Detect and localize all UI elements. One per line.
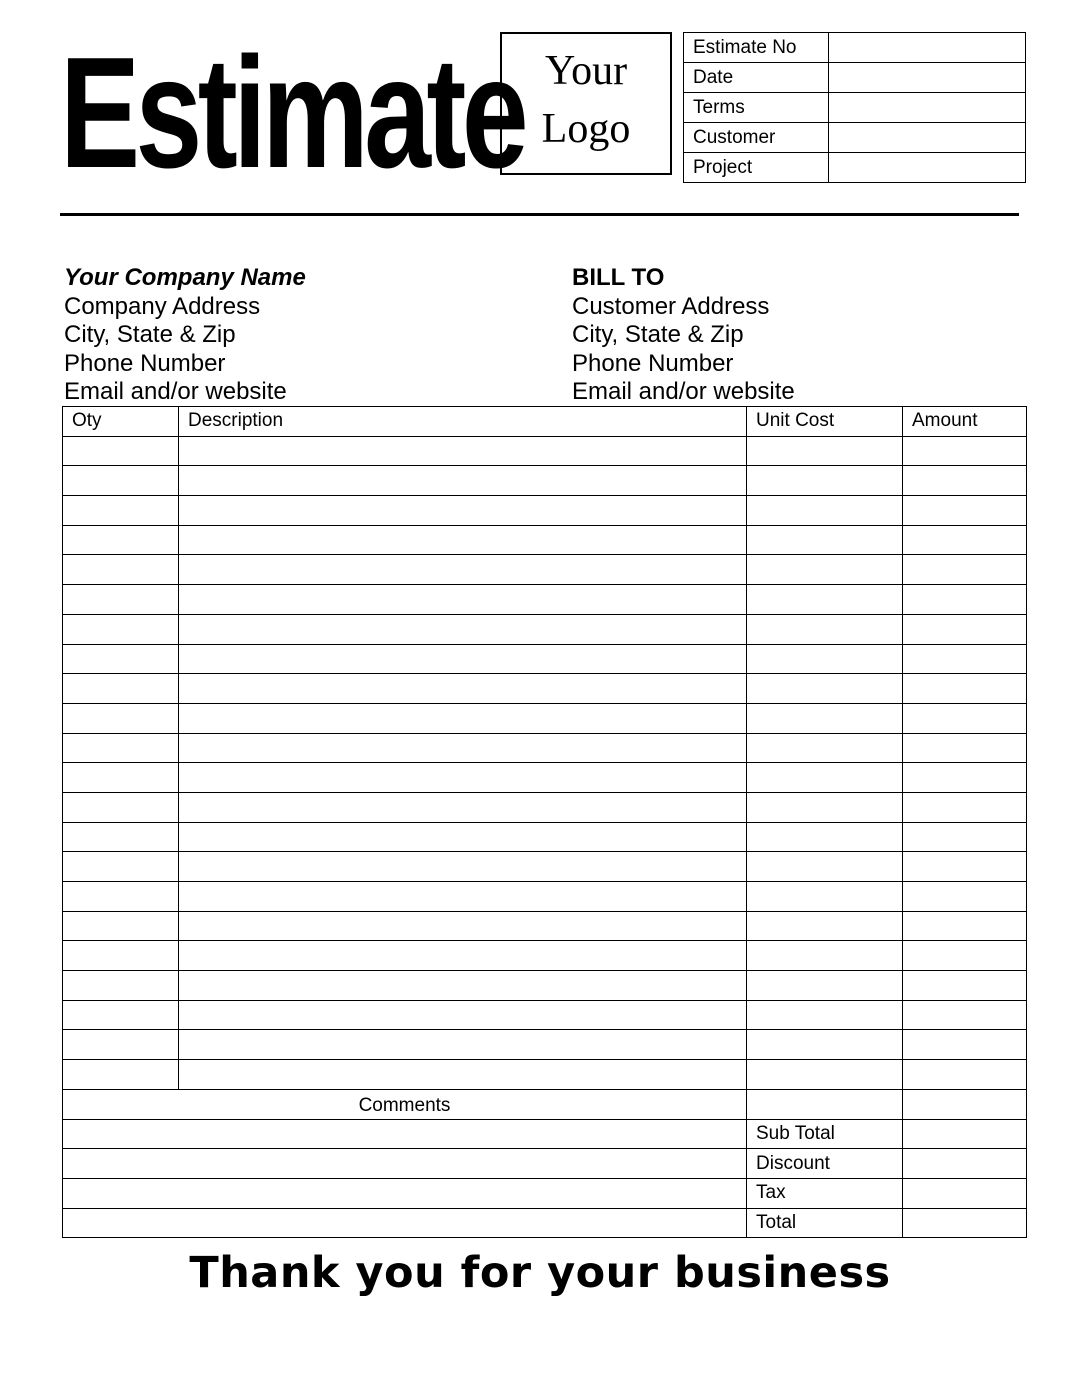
table-row xyxy=(63,674,1027,704)
item-qty-cell[interactable] xyxy=(63,525,179,555)
item-description-cell[interactable] xyxy=(179,733,747,763)
table-row xyxy=(63,1030,1027,1060)
meta-label: Date xyxy=(684,63,829,93)
estimate-meta-table xyxy=(683,32,1026,183)
company-email: Email and/or website xyxy=(64,378,287,405)
meta-row-estimate-no xyxy=(684,33,1026,63)
item-description-cell[interactable] xyxy=(179,436,747,466)
company-info xyxy=(64,264,306,407)
column-header-description: Description xyxy=(179,407,747,437)
table-row xyxy=(63,496,1027,526)
table-row xyxy=(63,614,1027,644)
customer-city: City, State & Zip xyxy=(572,321,744,348)
item-description-cell[interactable] xyxy=(179,466,747,496)
item-qty-cell[interactable] xyxy=(63,1000,179,1030)
document-title: Estimate xyxy=(60,25,525,201)
item-unit-cost-cell[interactable] xyxy=(747,1030,903,1060)
item-unit-cost-cell[interactable] xyxy=(747,763,903,793)
customer-phone: Phone Number xyxy=(572,349,734,377)
item-amount-cell[interactable] xyxy=(903,792,1027,822)
customer-email: Email and/or website xyxy=(572,378,795,405)
item-amount-cell[interactable] xyxy=(903,674,1027,704)
item-qty-cell[interactable] xyxy=(63,555,179,585)
customer-address: Customer Address xyxy=(572,292,770,320)
comments-row xyxy=(63,1089,1027,1119)
item-amount-cell[interactable] xyxy=(903,585,1027,615)
company-city: City, State & Zip xyxy=(64,321,236,348)
item-unit-cost-cell[interactable] xyxy=(747,614,903,644)
item-qty-cell[interactable] xyxy=(63,644,179,674)
bill-to-heading: BILL TO xyxy=(572,264,665,291)
table-row xyxy=(63,644,1027,674)
item-unit-cost-cell[interactable] xyxy=(747,1060,903,1090)
item-unit-cost-cell[interactable] xyxy=(747,674,903,704)
table-row xyxy=(63,585,1027,615)
subtotal-label: Sub Total xyxy=(747,1119,903,1149)
summary-blank-label xyxy=(747,1089,903,1119)
item-amount-cell[interactable] xyxy=(903,733,1027,763)
item-description-cell[interactable] xyxy=(179,971,747,1001)
table-row xyxy=(63,733,1027,763)
logo-line-1: Your xyxy=(544,48,628,94)
discount-value[interactable] xyxy=(903,1149,1027,1179)
item-description-cell[interactable] xyxy=(179,1030,747,1060)
total-row xyxy=(63,1208,1027,1238)
item-description-cell[interactable] xyxy=(179,614,747,644)
comments-line[interactable] xyxy=(63,1149,747,1179)
item-description-cell[interactable] xyxy=(179,555,747,585)
item-amount-cell[interactable] xyxy=(903,941,1027,971)
company-name: Your Company Name xyxy=(64,264,306,291)
item-qty-cell[interactable] xyxy=(63,822,179,852)
meta-label: Customer xyxy=(684,123,829,153)
item-unit-cost-cell[interactable] xyxy=(747,971,903,1001)
subtotal-row xyxy=(63,1119,1027,1149)
meta-row-date xyxy=(684,63,1026,93)
meta-label: Terms xyxy=(684,93,829,123)
company-phone: Phone Number xyxy=(64,349,226,377)
meta-value-customer[interactable] xyxy=(829,123,1026,153)
table-row xyxy=(63,555,1027,585)
table-row xyxy=(63,1060,1027,1090)
item-amount-cell[interactable] xyxy=(903,852,1027,882)
item-qty-cell[interactable] xyxy=(63,1030,179,1060)
bill-to-info xyxy=(572,264,795,407)
column-header-qty: Oty xyxy=(63,407,179,437)
item-qty-cell[interactable] xyxy=(63,585,179,615)
meta-label: Estimate No xyxy=(684,33,829,63)
item-qty-cell[interactable] xyxy=(63,466,179,496)
item-unit-cost-cell[interactable] xyxy=(747,466,903,496)
item-description-cell[interactable] xyxy=(179,822,747,852)
header-divider xyxy=(60,213,1019,216)
thank-you-footer: Thank you for your business xyxy=(189,1248,891,1298)
item-description-cell[interactable] xyxy=(179,525,747,555)
logo-line-2: Logo xyxy=(541,106,631,152)
comments-label: Comments xyxy=(63,1089,747,1119)
item-qty-cell[interactable] xyxy=(63,941,179,971)
item-description-cell[interactable] xyxy=(179,882,747,912)
item-qty-cell[interactable] xyxy=(63,733,179,763)
comments-line[interactable] xyxy=(63,1208,747,1238)
item-amount-cell[interactable] xyxy=(903,525,1027,555)
item-unit-cost-cell[interactable] xyxy=(747,585,903,615)
column-header-amount: Amount xyxy=(903,407,1027,437)
item-description-cell[interactable] xyxy=(179,674,747,704)
meta-value-terms[interactable] xyxy=(829,93,1026,123)
meta-value-project[interactable] xyxy=(829,153,1026,183)
item-qty-cell[interactable] xyxy=(63,496,179,526)
item-unit-cost-cell[interactable] xyxy=(747,733,903,763)
item-qty-cell[interactable] xyxy=(63,614,179,644)
item-qty-cell[interactable] xyxy=(63,703,179,733)
item-description-cell[interactable] xyxy=(179,911,747,941)
comments-line[interactable] xyxy=(63,1178,747,1208)
item-amount-cell[interactable] xyxy=(903,555,1027,585)
item-amount-cell[interactable] xyxy=(903,466,1027,496)
item-amount-cell[interactable] xyxy=(903,911,1027,941)
column-header-unit-cost: Unit Cost xyxy=(747,407,903,437)
item-description-cell[interactable] xyxy=(179,792,747,822)
item-qty-cell[interactable] xyxy=(63,674,179,704)
item-qty-cell[interactable] xyxy=(63,792,179,822)
item-unit-cost-cell[interactable] xyxy=(747,703,903,733)
item-amount-cell[interactable] xyxy=(903,1000,1027,1030)
item-amount-cell[interactable] xyxy=(903,1030,1027,1060)
item-unit-cost-cell[interactable] xyxy=(747,941,903,971)
meta-row-terms xyxy=(684,93,1026,123)
item-unit-cost-cell[interactable] xyxy=(747,525,903,555)
item-amount-cell[interactable] xyxy=(903,971,1027,1001)
tax-value[interactable] xyxy=(903,1178,1027,1208)
table-header-row xyxy=(63,407,1027,437)
table-row xyxy=(63,1000,1027,1030)
item-amount-cell[interactable] xyxy=(903,496,1027,526)
item-qty-cell[interactable] xyxy=(63,436,179,466)
item-description-cell[interactable] xyxy=(179,644,747,674)
meta-value-date[interactable] xyxy=(829,63,1026,93)
item-unit-cost-cell[interactable] xyxy=(747,1000,903,1030)
item-description-cell[interactable] xyxy=(179,1060,747,1090)
item-amount-cell[interactable] xyxy=(903,703,1027,733)
meta-row-project xyxy=(684,153,1026,183)
item-description-cell[interactable] xyxy=(179,1000,747,1030)
meta-label: Project xyxy=(684,153,829,183)
meta-row-customer xyxy=(684,123,1026,153)
table-row xyxy=(63,852,1027,882)
table-row xyxy=(63,792,1027,822)
item-description-cell[interactable] xyxy=(179,703,747,733)
item-description-cell[interactable] xyxy=(179,941,747,971)
subtotal-value[interactable] xyxy=(903,1119,1027,1149)
comments-line[interactable] xyxy=(63,1119,747,1149)
item-qty-cell[interactable] xyxy=(63,882,179,912)
table-row xyxy=(63,971,1027,1001)
discount-row xyxy=(63,1149,1027,1179)
item-qty-cell[interactable] xyxy=(63,852,179,882)
item-description-cell[interactable] xyxy=(179,585,747,615)
item-unit-cost-cell[interactable] xyxy=(747,436,903,466)
table-row xyxy=(63,822,1027,852)
company-address: Company Address xyxy=(64,292,261,320)
line-items-table xyxy=(62,406,1027,1238)
tax-label: Tax xyxy=(747,1178,903,1208)
discount-label: Discount xyxy=(747,1149,903,1179)
item-amount-cell[interactable] xyxy=(903,436,1027,466)
item-qty-cell[interactable] xyxy=(63,1060,179,1090)
item-unit-cost-cell[interactable] xyxy=(747,882,903,912)
table-row xyxy=(63,941,1027,971)
table-row xyxy=(63,882,1027,912)
tax-row xyxy=(63,1178,1027,1208)
item-unit-cost-cell[interactable] xyxy=(747,555,903,585)
item-unit-cost-cell[interactable] xyxy=(747,644,903,674)
item-qty-cell[interactable] xyxy=(63,763,179,793)
table-row xyxy=(63,525,1027,555)
item-unit-cost-cell[interactable] xyxy=(747,822,903,852)
total-label: Total xyxy=(747,1208,903,1238)
item-description-cell[interactable] xyxy=(179,496,747,526)
logo-placeholder xyxy=(500,32,672,175)
item-description-cell[interactable] xyxy=(179,852,747,882)
table-row xyxy=(63,436,1027,466)
total-value[interactable] xyxy=(903,1208,1027,1238)
item-unit-cost-cell[interactable] xyxy=(747,496,903,526)
item-amount-cell[interactable] xyxy=(903,763,1027,793)
item-amount-cell[interactable] xyxy=(903,1060,1027,1090)
item-description-cell[interactable] xyxy=(179,763,747,793)
item-qty-cell[interactable] xyxy=(63,911,179,941)
item-amount-cell[interactable] xyxy=(903,822,1027,852)
item-unit-cost-cell[interactable] xyxy=(747,911,903,941)
item-unit-cost-cell[interactable] xyxy=(747,792,903,822)
table-row xyxy=(63,466,1027,496)
meta-value-estimate-no[interactable] xyxy=(829,33,1026,63)
item-unit-cost-cell[interactable] xyxy=(747,852,903,882)
table-row xyxy=(63,911,1027,941)
table-row xyxy=(63,703,1027,733)
summary-blank-value[interactable] xyxy=(903,1089,1027,1119)
item-amount-cell[interactable] xyxy=(903,882,1027,912)
item-amount-cell[interactable] xyxy=(903,644,1027,674)
item-qty-cell[interactable] xyxy=(63,971,179,1001)
table-row xyxy=(63,763,1027,793)
item-amount-cell[interactable] xyxy=(903,614,1027,644)
